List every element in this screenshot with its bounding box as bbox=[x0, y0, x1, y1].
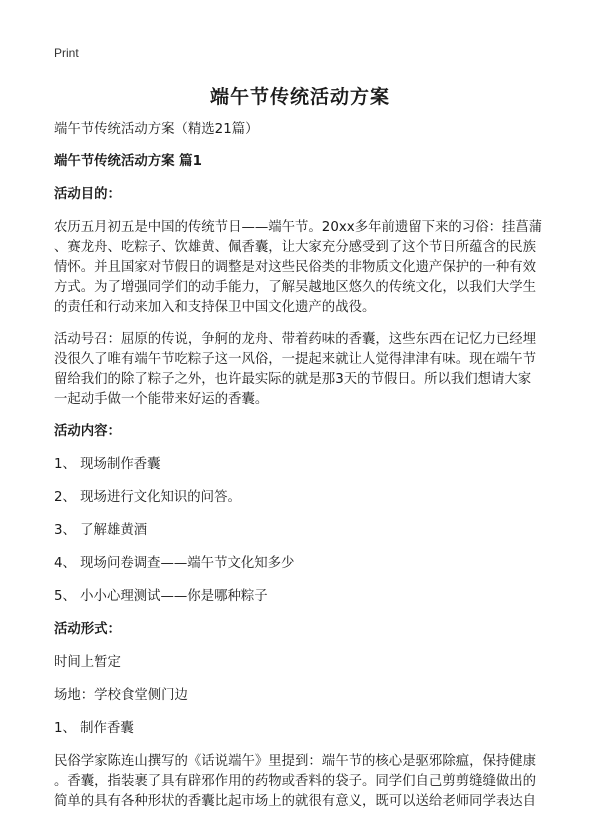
list-item: 5、 小小心理测试——你是哪种粽子 bbox=[54, 589, 268, 604]
paragraph-line: 民俗学家陈连山撰写的《话说端午》里提到：端午节的核心是驱邪除瘟，保持健康 bbox=[54, 754, 537, 769]
paragraph-line: 留给我们的除了粽子之外，也许最实际的就是那3天的节假日。所以我们想请大家 bbox=[54, 372, 532, 387]
document-body bbox=[54, 120, 554, 824]
slogan-paragraph bbox=[54, 330, 554, 410]
list-item: 4、 现场问卷调查——端午节文化知多少 bbox=[54, 556, 295, 571]
document-title: 端午节传统活动方案 bbox=[209, 86, 390, 108]
venue-text: 场地：学校食堂侧门边 bbox=[54, 688, 188, 703]
paragraph-line: 简单的具有各种形状的香囊比起市场上的就很有意义，既可以送给老师同学表达自 bbox=[54, 794, 537, 809]
content-heading: 活动内容： bbox=[54, 424, 121, 439]
time-text: 时间上暂定 bbox=[54, 655, 121, 670]
form-paragraph bbox=[54, 752, 554, 812]
paragraph-line: 没很久了唯有端午节吃粽子这一风俗，一提起来就让人觉得津津有味。现在端午节 bbox=[54, 352, 537, 367]
form-heading: 活动形式： bbox=[54, 622, 121, 637]
section-heading: 端午节传统活动方案 篇1 bbox=[54, 154, 202, 169]
list-item: 2、 现场进行文化知识的问答。 bbox=[54, 490, 241, 505]
paragraph-line: 、赛龙舟、吃粽子、饮雄黄、佩香囊，让大家充分感受到了这个节日所蕴含的民族 bbox=[54, 240, 537, 255]
paragraph-line: 农历五月初五是中国的传统节日——端午节。20xx多年前遗留下来的习俗：挂菖蒲 bbox=[54, 220, 543, 235]
list-item: 3、 了解雄黄酒 bbox=[54, 523, 148, 538]
document-subtitle: 端午节传统活动方案（精选21篇） bbox=[54, 122, 259, 137]
paragraph-line: 的责任和行动来加入和支持保卫中国文化遗产的战役。 bbox=[54, 300, 376, 315]
paragraph-line: 活动号召：屈原的传说，争舸的龙舟、带着药味的香囊，这些东西在记忆力已经埋 bbox=[54, 332, 537, 347]
paragraph-line: 方式。为了增强同学们的动手能力，了解吴越地区悠久的传统文化，以我们大学生 bbox=[54, 280, 537, 295]
list-item: 1、 制作香囊 bbox=[54, 721, 134, 736]
paragraph-line: 一起动手做一个能带来好运的香囊。 bbox=[54, 392, 269, 407]
print-link[interactable]: Print bbox=[54, 46, 79, 60]
purpose-heading: 活动目的： bbox=[54, 187, 121, 202]
purpose-paragraph bbox=[54, 218, 554, 318]
paragraph-line: 情怀。并且国家对节假日的调整是对这些民俗类的非物质文化遗产保护的一种有效 bbox=[54, 260, 537, 275]
paragraph-line: 。香囊，指装裹了具有辟邪作用的药物或香料的袋子。同学们自己剪剪缝缝做出的 bbox=[54, 774, 537, 789]
list-item: 1、 现场制作香囊 bbox=[54, 457, 161, 472]
